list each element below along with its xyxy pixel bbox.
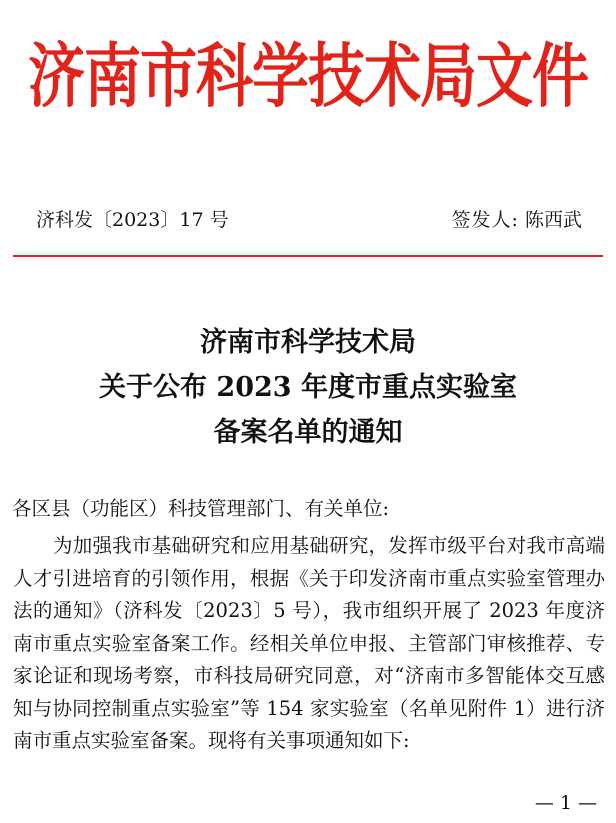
notice-title-line-2: 关于公布 2023 年度市重点实验室 [99, 372, 517, 403]
notice-title-line-3: 备案名单的通知 [213, 417, 403, 448]
document-number: 济科发〔2023〕17 号 [36, 209, 229, 231]
document-meta-row [36, 206, 582, 234]
signer-name: 陈西武 [524, 209, 582, 231]
red-separator-rule [13, 255, 603, 257]
notice-title [0, 320, 616, 455]
document-masthead-title: 济南市科学技术局文件 [28, 35, 588, 118]
signer-label: 签发人: [451, 209, 519, 231]
salutation: 各区县（功能区）科技管理部门、有关单位: [12, 497, 390, 520]
body-paragraph: 为加强我市基础研究和应用基础研究，发挥市级平台对我市高端人才引进培育的引领作用，根据《关于印发济南市重点实验室管理办法的通知》（济科发〔2023〕5 号），我市组织开展了 2023 年度济南市重点实验室备案工作。经相关单位申报、主管部门审核推荐、专家论证和现场考察，市科技局研究同意，对“济南市多智能体交互感知与协同控制重点实验室”等 154 家实验室（名单见附件 1）进行济南市重点实验室备案。现将有关事项通知如下: [13, 534, 605, 752]
signer-block [452, 206, 582, 234]
notice-title-line-1: 济南市科学技术局 [200, 327, 416, 358]
page-number: — 1 — [534, 792, 597, 814]
